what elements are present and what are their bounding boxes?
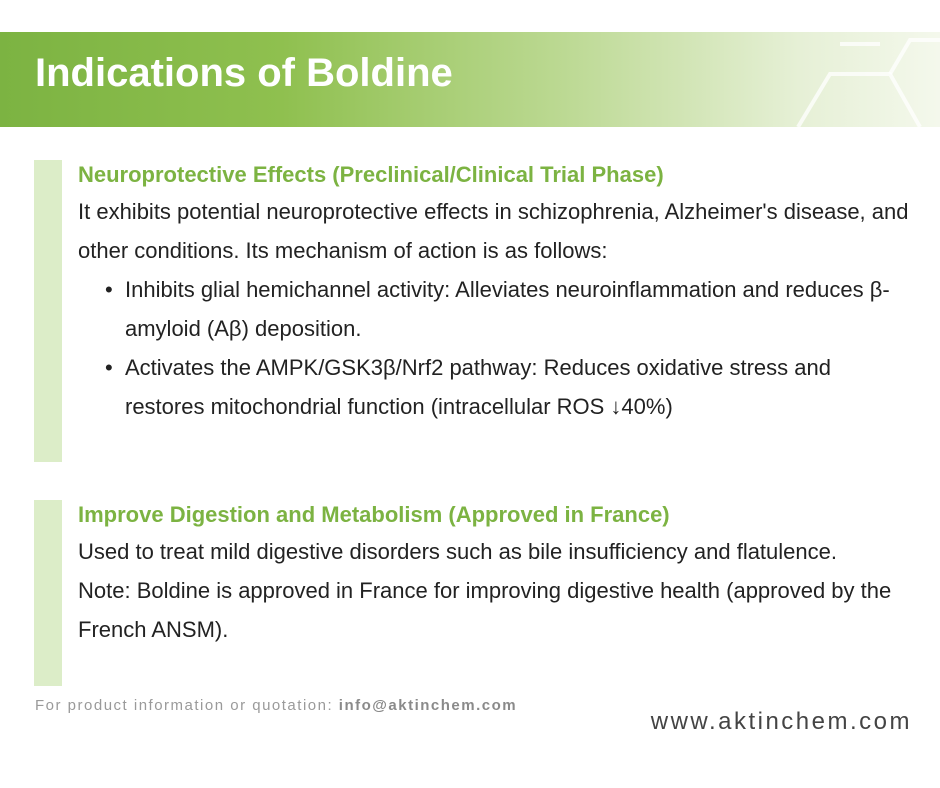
- list-item: [78, 348, 914, 426]
- mechanism-list: [78, 270, 914, 426]
- section-accent-bar: [34, 160, 62, 462]
- title-banner: [0, 32, 940, 127]
- section-intro: Used to treat mild digestive disorders such as bile insufficiency and flatulence.: [78, 539, 837, 564]
- section-heading: Neuroprotective Effects (Preclinical/Clinical Trial Phase): [78, 162, 664, 187]
- section-accent-bar: [34, 500, 62, 686]
- hexagon-decoration-icon: [740, 32, 940, 127]
- website-link[interactable]: www.aktinchem.com: [650, 708, 912, 735]
- list-item-text: Inhibits glial hemichannel activity: Alleviates neuroinflammation and reduces β-amyloid (Aβ) deposition.: [125, 277, 890, 341]
- section-intro: It exhibits potential neuroprotective effects in schizophrenia, Alzheimer's disease, and other conditions. Its mechanism of action is as follows:: [78, 199, 909, 263]
- page-title: Indications of Boldine: [35, 51, 453, 95]
- section-note: Note: Boldine is approved in France for improving digestive health (approved by the French ANSM).: [78, 578, 892, 642]
- footer-contact: [35, 697, 517, 714]
- contact-email-link[interactable]: info@aktinchem.com: [338, 697, 518, 714]
- section-neuroprotective: [34, 160, 914, 462]
- section-heading: Improve Digestion and Metabolism (Approved in France): [78, 502, 670, 527]
- section-content: [78, 160, 914, 426]
- list-item-text: Activates the AMPK/GSK3β/Nrf2 pathway: Reduces oxidative stress and restores mitochondrial function (intracellular ROS ↓40%): [125, 355, 831, 419]
- section-content: [78, 500, 914, 649]
- contact-prefix: For product information or quotation:: [35, 697, 339, 714]
- bullet-icon: •: [105, 277, 113, 302]
- list-item: [78, 270, 914, 348]
- section-digestion: [34, 500, 914, 686]
- bullet-icon: •: [105, 355, 113, 380]
